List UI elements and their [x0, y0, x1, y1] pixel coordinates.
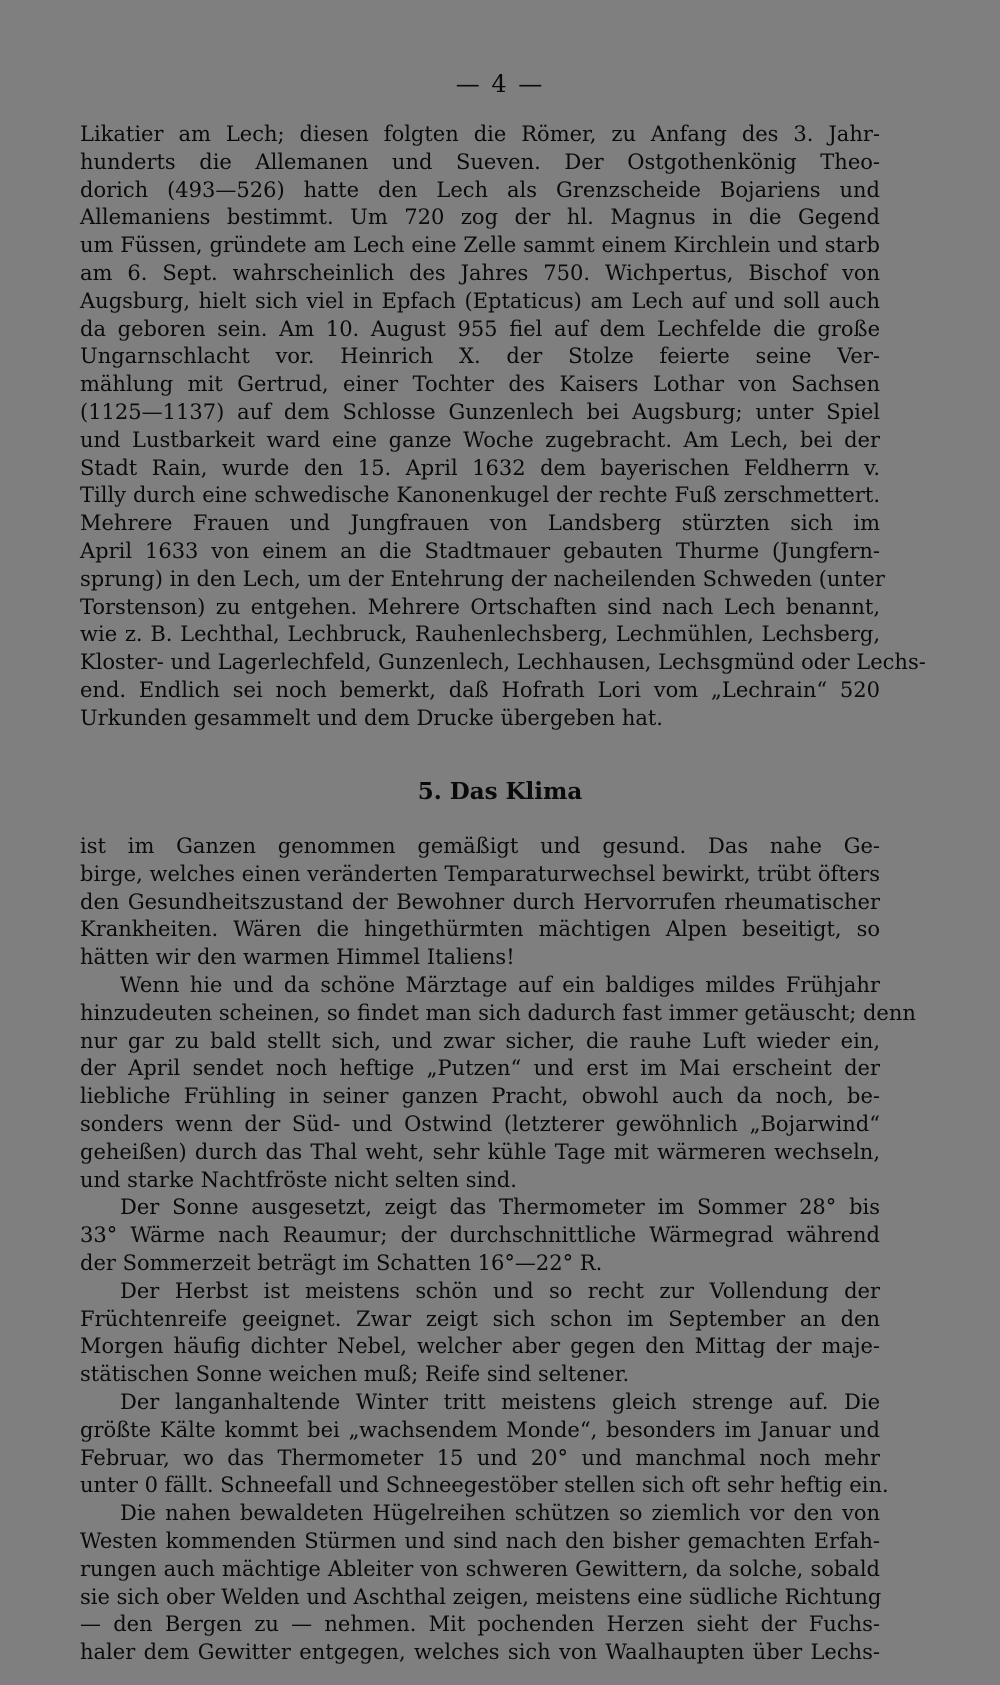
text-line: Kloster- und Lagerlechfeld, Gunzenlech, Lechhausen, Lechsgmünd oder Lechs-	[80, 650, 926, 675]
text-line: Februar, wo das Thermometer 15 und 20° und manchmal noch mehr	[80, 1445, 880, 1470]
text-line: der Sommerzeit beträgt im Schatten 16°—22° R.	[80, 1250, 603, 1275]
text-line: Wenn hie und da schöne Märztage auf ein baldiges mildes Frühjahr	[120, 972, 880, 997]
text-line: Tilly durch eine schwedische Kanonenkugel der rechte Fuß zerschmettert.	[80, 483, 880, 508]
text-line: Stadt Rain, wurde den 15. April 1632 dem bayerischen Feldherrn v.	[80, 455, 880, 480]
text-line: sonders wenn der Süd- und Ostwind (letzterer gewöhnlich „Bojarwind“	[80, 1111, 880, 1136]
text-line: Torstenson) zu entgehen. Mehrere Ortschaften sind nach Lech benannt,	[80, 594, 880, 619]
text-line: 33° Wärme nach Reaumur; der durchschnittliche Wärmegrad während	[80, 1223, 880, 1248]
text-line: dorich (493—526) hatte den Lech als Grenzscheide Bojariens und	[80, 177, 880, 202]
text-line: geheißen) durch das Thal weht, sehr kühle Tage mit wärmeren wechseln,	[80, 1139, 880, 1164]
text-line: birge, welches einen veränderten Temparaturwechsel bewirkt, trübt öfters	[80, 861, 880, 886]
text-line: hätten wir den warmen Himmel Italiens!	[80, 945, 515, 970]
text-line: ist im Ganzen genommen gemäßigt und gesund. Das nahe Ge-	[80, 834, 880, 858]
text-line: den Gesundheitszustand der Bewohner durch Hervorrufen rheumatischer	[80, 889, 880, 914]
text-line: und starke Nachtfröste nicht selten sind.	[80, 1167, 517, 1192]
text-line: haler dem Gewitter entgegen, welches sich von Waalhaupten über Lechs-	[80, 1640, 880, 1665]
text-line: Ungarnschlacht vor. Heinrich X. der Stolze feierte seine Ver-	[80, 344, 880, 369]
paragraph-climate	[80, 833, 916, 1667]
text-line: Allemaniens bestimmt. Um 720 zog der hl. Magnus in die Gegend	[80, 205, 880, 230]
text-line: nur gar zu bald stellt sich, und zwar sicher, die rauhe Luft wieder ein,	[80, 1028, 880, 1053]
text-line: und Lustbarkeit ward eine ganze Woche zugebracht. Am Lech, bei der	[80, 427, 880, 452]
text-line: Mehrere Frauen und Jungfrauen von Landsberg stürzten sich im	[80, 511, 880, 536]
text-line: Westen kommenden Stürmen und sind nach den bisher gemachten Erfah-	[80, 1528, 880, 1553]
text-line: am 6. Sept. wahrscheinlich des Jahres 750. Wichpertus, Bischof von	[80, 260, 880, 285]
text-line: der April sendet noch heftige „Putzen“ und erst im Mai erscheint der	[80, 1056, 880, 1081]
section-heading: 5. Das Klima	[417, 778, 583, 805]
text-line: sprung) in den Lech, um der Entehrung der nacheilenden Schweden (unter	[80, 566, 885, 591]
text-line: stätischen Sonne weichen muß; Reife sind seltener.	[80, 1362, 630, 1387]
text-line: da geboren sein. Am 10. August 955 fiel auf dem Lechfelde die große	[80, 316, 880, 341]
text-line: hinzudeuten scheinen, so findet man sich dadurch fast immer getäuscht; denn	[80, 1000, 916, 1025]
text-line: Der Sonne ausgesetzt, zeigt das Thermometer im Sommer 28° bis	[120, 1195, 880, 1220]
paragraph-history	[80, 121, 926, 733]
text-line: (1125—1137) auf dem Schlosse Gunzenlech bei Augsburg; unter Spiel	[80, 399, 880, 424]
text-line: Likatier am Lech; diesen folgten die Römer, zu Anfang des 3. Jahr-	[80, 122, 880, 146]
text-line: end. Endlich sei noch bemerkt, daß Hofrath Lori vom „Lechrain“ 520	[80, 677, 880, 702]
text-line: April 1633 von einem an die Stadtmauer gebauten Thurme (Jungfern-	[80, 538, 880, 563]
text-line: sie sich ober Welden und Aschthal zeigen, meistens eine südliche Richtung	[80, 1584, 882, 1609]
text-line: Urkunden gesammelt und dem Drucke übergeben hat.	[80, 705, 663, 730]
text-line: rungen auch mächtige Ableiter von schweren Gewittern, da solche, sobald	[80, 1556, 880, 1581]
text-line: mählung mit Gertrud, einer Tochter des Kaisers Lothar von Sachsen	[80, 372, 880, 397]
text-line: Der Herbst ist meistens schön und so recht zur Vollendung der	[120, 1278, 880, 1303]
text-line: Morgen häufig dichter Nebel, welcher aber gegen den Mittag der maje-	[80, 1334, 880, 1359]
text-line: größte Kälte kommt bei „wachsendem Monde“, besonders im Januar und	[80, 1417, 880, 1442]
page-number: — 4 —	[455, 70, 545, 98]
text-line: Krankheiten. Wären die hingethürmten mächtigen Alpen beseitigt, so	[80, 917, 880, 942]
text-line: liebliche Frühling in seiner ganzen Pracht, obwohl auch da noch, be-	[80, 1084, 880, 1109]
text-line: unter 0 fällt. Schneefall und Schneegestöber stellen sich oft sehr heftig ein.	[80, 1473, 889, 1498]
text-line: Früchtenreife geeignet. Zwar zeigt sich schon im September an den	[80, 1306, 880, 1331]
text-line: — den Bergen zu — nehmen. Mit pochenden Herzen sieht der Fuchs-	[80, 1612, 880, 1637]
text-line: Die nahen bewaldeten Hügelreihen schützen so ziemlich vor den von	[120, 1501, 880, 1526]
text-line: um Füssen, gründete am Lech eine Zelle sammt einem Kirchlein und starb	[80, 233, 880, 258]
text-line: Augsburg, hielt sich viel in Epfach (Eptaticus) am Lech auf und soll auch	[80, 288, 880, 313]
text-line: wie z. B. Lechthal, Lechbruck, Rauhenlechsberg, Lechmühlen, Lechsberg,	[80, 622, 880, 647]
text-line: hunderts die Allemanen und Sueven. Der Ostgothenkönig Theo-	[80, 149, 880, 174]
text-line: Der langanhaltende Winter tritt meistens gleich strenge auf. Die	[120, 1389, 880, 1414]
